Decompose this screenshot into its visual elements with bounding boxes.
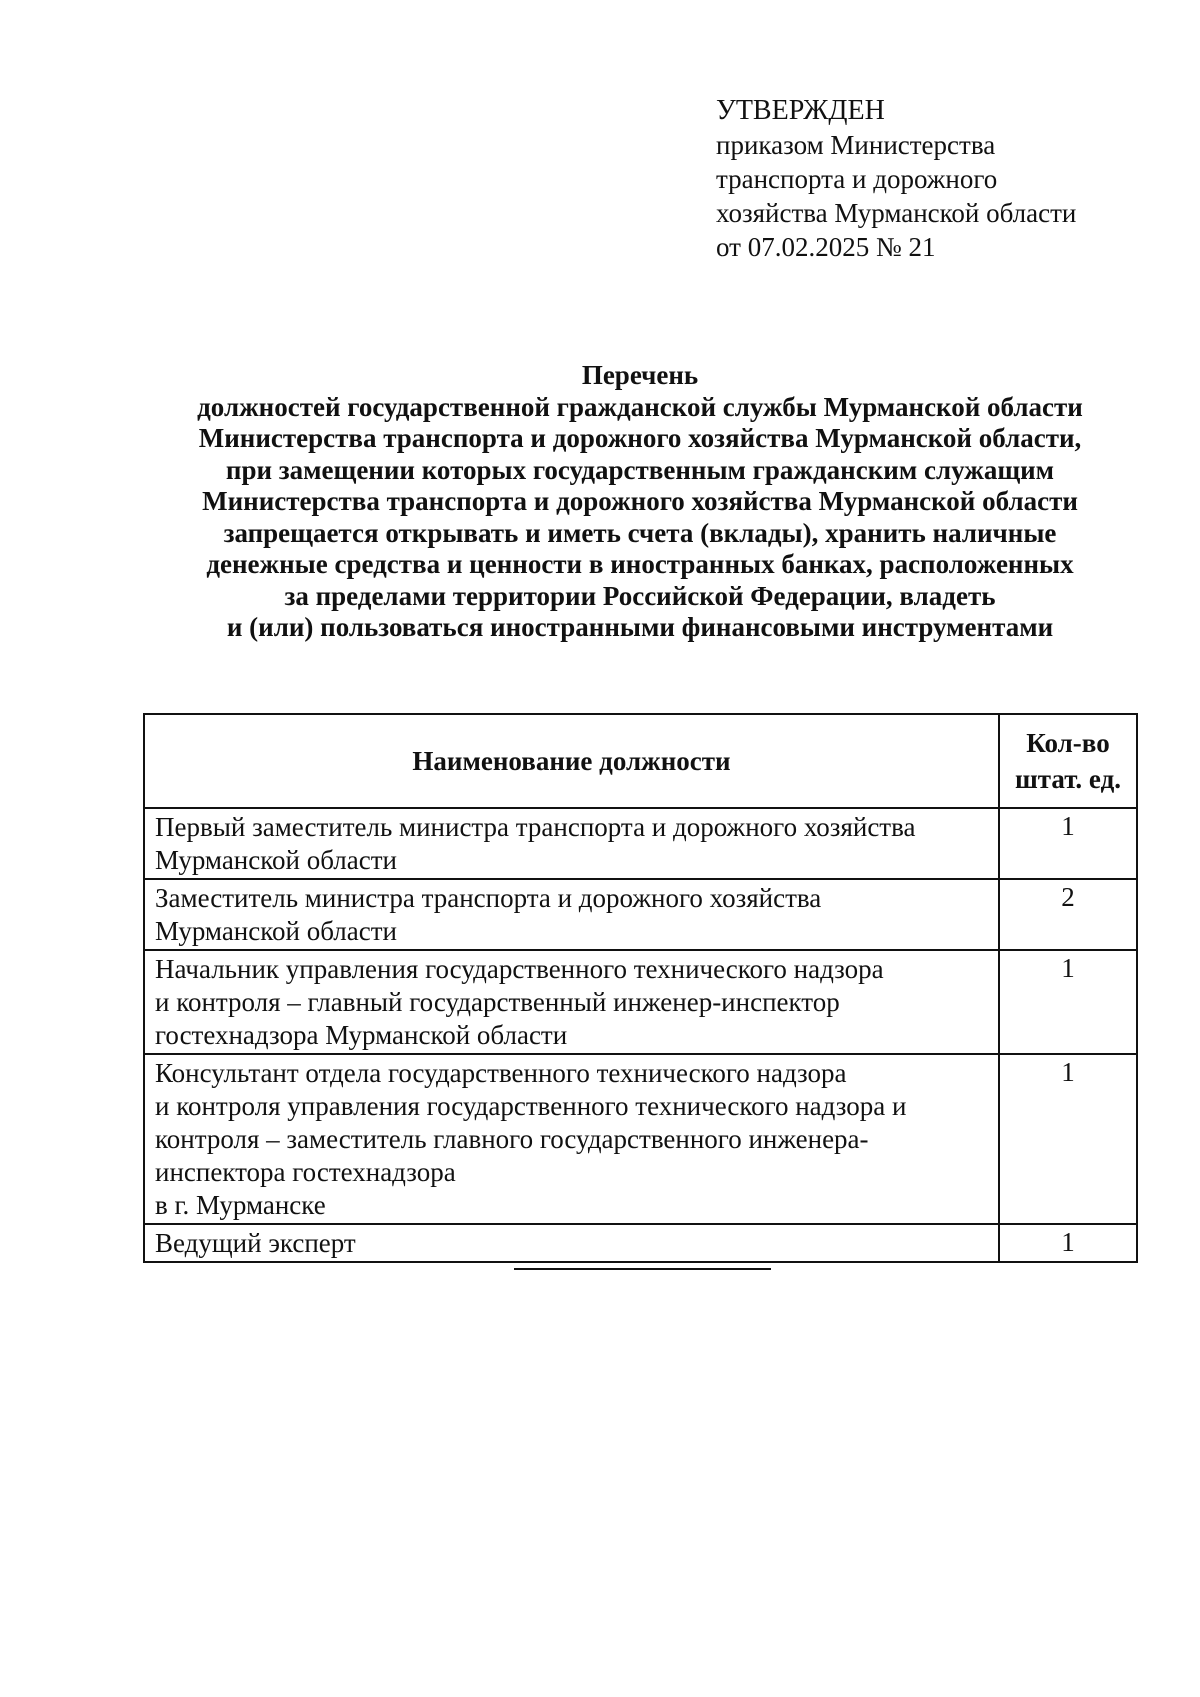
table-row	[144, 1054, 1137, 1224]
position-line: Начальник управления государственного технического надзора	[155, 954, 884, 984]
title-line: Министерства транспорта и дорожного хозяйства Мурманской области,	[198, 423, 1082, 453]
position-line: гостехнадзора Мурманской области	[155, 1020, 568, 1050]
table-row	[144, 879, 1137, 950]
approval-line: приказом Министерства	[716, 130, 996, 160]
title-line: денежные средства и ценности в иностранных банках, расположенных	[206, 549, 1074, 579]
approval-heading: УТВЕРЖДЕН	[716, 95, 885, 126]
staff-count: 1	[999, 808, 1137, 879]
approval-stamp	[716, 94, 1076, 264]
document-title	[120, 360, 1160, 644]
title-line: запрещается открывать и иметь счета (вклады), хранить наличные	[223, 517, 1057, 548]
staff-count: 2	[999, 879, 1137, 950]
position-line: и контроля – главный государственный инженер-инспектор	[155, 987, 840, 1017]
position-line: в г. Мурманске	[155, 1190, 326, 1220]
title-line: должностей государственной гражданской службы Мурманской области	[197, 391, 1083, 422]
table-row	[144, 808, 1137, 879]
position-line: Консультант отдела государственного технического надзора	[155, 1058, 847, 1088]
header-staff-count	[999, 714, 1137, 808]
staff-count: 1	[999, 1224, 1137, 1262]
positions-table	[143, 713, 1138, 1263]
position-line: Первый заместитель министра транспорта и дорожного хозяйства	[155, 812, 916, 842]
header-position-name: Наименование должности	[144, 714, 999, 808]
title-line: за пределами территории Российской Федерации, владеть	[284, 580, 996, 611]
position-name	[144, 950, 999, 1054]
position-line: Мурманской области	[155, 845, 397, 875]
approval-line: транспорта и дорожного	[716, 164, 998, 194]
position-line: контроля – заместитель главного государственного инженера-	[155, 1124, 869, 1154]
title-line: и (или) пользоваться иностранными финансовыми инструментами	[226, 612, 1054, 642]
position-name	[144, 1224, 999, 1262]
position-line: Мурманской области	[155, 916, 397, 946]
title-heading: Перечень	[581, 360, 699, 390]
table-row	[144, 950, 1137, 1054]
title-line: Министерства транспорта и дорожного хозяйства Мурманской области	[202, 486, 1078, 516]
position-name	[144, 1054, 999, 1224]
title-line: при замещении которых государственным гражданским служащим	[225, 454, 1055, 485]
approval-order-date: от 07.02.2025 № 21	[716, 232, 936, 262]
position-line: инспектора гостехнадзора	[155, 1157, 456, 1187]
position-line: Заместитель министра транспорта и дорожного хозяйства	[155, 883, 822, 913]
position-name	[144, 879, 999, 950]
position-line: и контроля управления государственного технического надзора и	[155, 1091, 907, 1121]
table-header-row	[144, 714, 1137, 808]
header-count-line: штат. ед.	[1015, 764, 1121, 794]
end-divider	[514, 1268, 771, 1270]
staff-count: 1	[999, 1054, 1137, 1224]
staff-count: 1	[999, 950, 1137, 1054]
table-row	[144, 1224, 1137, 1262]
position-name	[144, 808, 999, 879]
position-line: Ведущий эксперт	[155, 1228, 356, 1258]
approval-line: хозяйства Мурманской области	[716, 198, 1077, 228]
header-count-line: Кол-во	[1026, 728, 1110, 758]
